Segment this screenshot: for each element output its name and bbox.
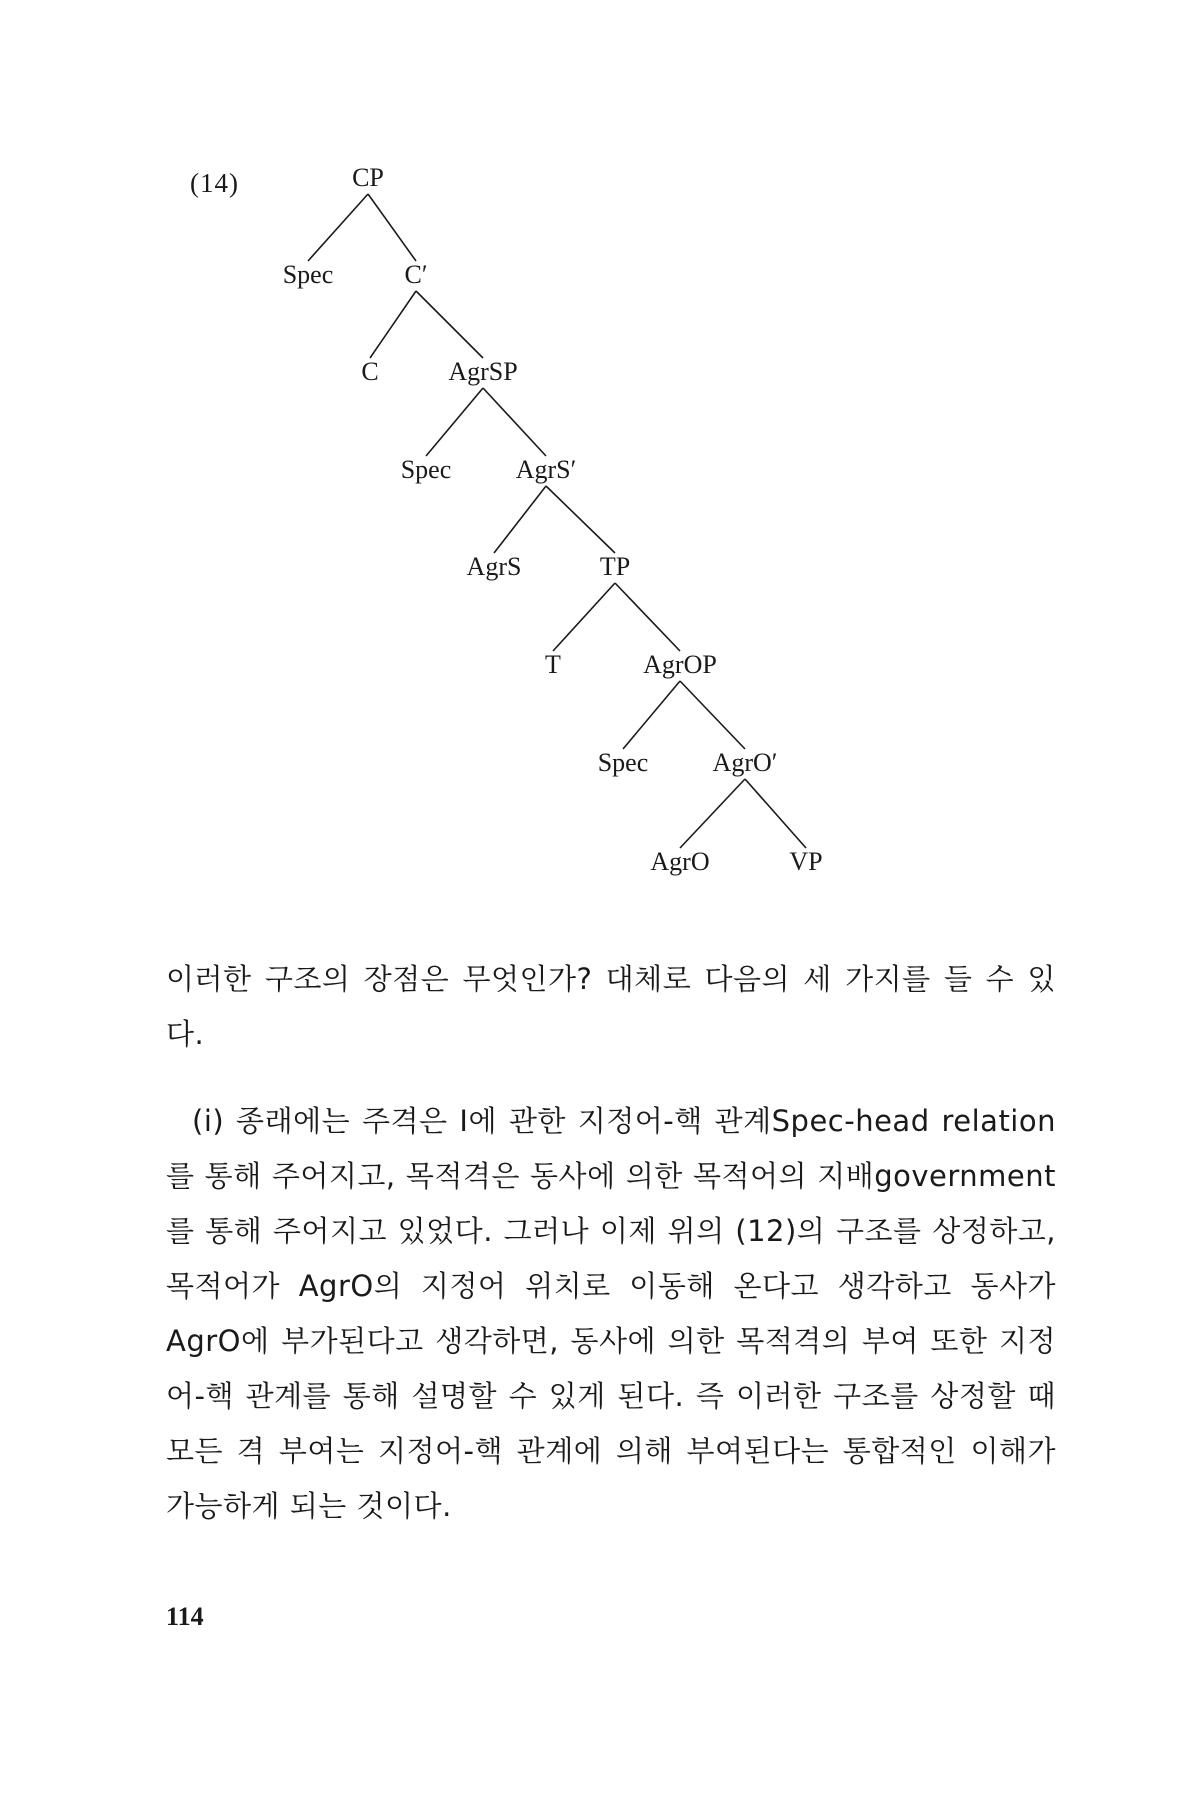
tree-node-cbar: C′ <box>404 260 428 289</box>
tree-edge-agrsp-agrsbar <box>483 388 546 456</box>
tree-node-t: T <box>545 650 561 679</box>
tree-edge-agrsp-spec2 <box>426 388 483 456</box>
tree-edge-cp-spec1 <box>308 194 368 261</box>
tree-node-spec3: Spec <box>597 748 649 777</box>
tree-edge-cp-cbar <box>368 194 416 261</box>
tree-edge-tp-agrop <box>615 583 680 651</box>
body-paragraph-1: 이러한 구조의 장점은 무엇인가? 대체로 다음의 세 가지를 들 수 있다. <box>166 962 1056 1051</box>
tree-edge-agrobar-agro <box>680 779 745 848</box>
tree-edge-agrobar-vp <box>745 779 806 848</box>
tree-edge-agrop-agrobar <box>680 681 745 749</box>
tree-edge-tp-t <box>553 583 615 651</box>
page-number: 114 <box>166 1602 204 1631</box>
tree-edge-cbar-agrsp <box>416 291 483 358</box>
tree-node-cp: CP <box>352 163 384 192</box>
tree-node-tp: TP <box>599 552 631 581</box>
tree-edge-cbar-c <box>370 291 416 358</box>
tree-node-agrs: AgrS <box>466 552 522 581</box>
tree-node-agrobar: AgrO′ <box>712 748 778 777</box>
tree-node-agrsp: AgrSP <box>448 357 518 386</box>
tree-edge-agrsbar-tp <box>546 486 615 553</box>
body-paragraph-2: (i) 종래에는 주격은 I에 관한 지정어-핵 관계Spec-head relation를 통해 주어지고, 목적격은 동사에 의한 목적어의 지배government를 통해 주어지고 있었다. 그러나 이제 위의 (12)의 구조를 상정하고, 목적어가 AgrO의 지정어 위치로 이동해 온다고 생각하고 동사가 AgrO에 부가된다고 생각하면, 동사에 의한 목적격의 부여 또한 지정어-핵 관계를 통해 설명할 수 있게 된다. 즉 이러한 구조를 상정할 때 모든 격 부여는 지정어-핵 관계에 의해 부여된다는 통합적인 이해가 가능하게 되는 것이다. <box>166 1104 1056 1523</box>
tree-node-c: C <box>361 357 379 386</box>
tree-node-spec2: Spec <box>400 455 452 484</box>
tree-node-agrop: AgrOP <box>643 650 717 679</box>
tree-node-agrsbar: AgrS′ <box>515 455 577 484</box>
tree-node-spec1: Spec <box>282 260 334 289</box>
tree-labels <box>283 163 823 876</box>
tree-edge-agrop-spec3 <box>623 681 680 749</box>
tree-edge-agrsbar-agrs <box>494 486 546 553</box>
tree-node-agro: AgrO <box>650 847 710 876</box>
tree-node-vp: VP <box>789 847 823 876</box>
example-number: (14) <box>190 168 239 198</box>
